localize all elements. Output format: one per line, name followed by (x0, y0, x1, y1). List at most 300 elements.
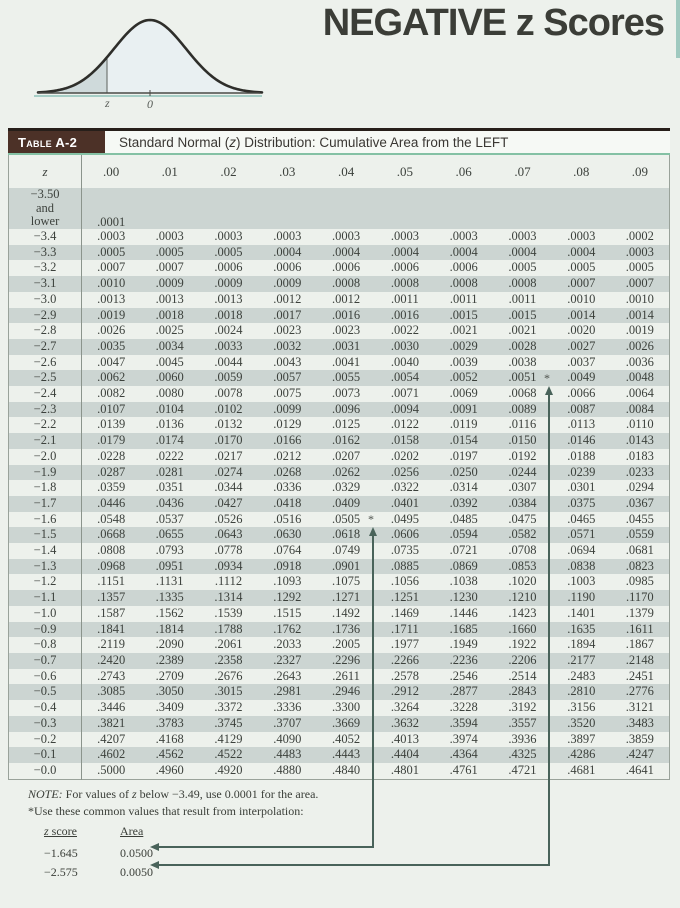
table-row (9, 606, 670, 622)
value-cell: .0013 (97, 291, 126, 306)
value-cell: .4761 (449, 762, 478, 777)
value-cell: .0021 (449, 323, 478, 338)
value-cell: .0401 (390, 495, 419, 510)
value-cell: .0436 (155, 495, 184, 510)
value-cell: .0008 (332, 276, 361, 291)
value-cell: .3228 (449, 700, 478, 715)
table-row (9, 355, 670, 371)
value-cell: .0179 (97, 433, 126, 448)
value-cell: .5000 (97, 762, 126, 777)
value-cell: .0495 (390, 511, 419, 526)
value-cell: .0006 (332, 260, 361, 275)
value-cell: .1469 (390, 605, 419, 620)
table-row (9, 402, 670, 418)
z-cell: −1.6 (9, 512, 82, 528)
table-row (9, 669, 670, 685)
value-cell: .4602 (97, 747, 126, 762)
z-cell: −2.9 (9, 308, 82, 324)
bell-curve (28, 6, 266, 110)
value-cell: .0019 (97, 307, 126, 322)
table-row (9, 292, 670, 308)
z-cell: −2.1 (9, 433, 82, 449)
value-cell: .0038 (508, 354, 537, 369)
value-cell: .0016 (332, 307, 361, 322)
value-cell: .1038 (449, 574, 478, 589)
interpolation-table (44, 822, 180, 881)
table-row (9, 339, 670, 355)
value-cell: .0749 (332, 543, 361, 558)
value-cell: .0003 (332, 229, 361, 243)
value-cell: .1867 (625, 637, 654, 652)
value-cell: .1335 (155, 590, 184, 605)
arrow-vertical-a (372, 535, 374, 848)
z-score-value: −1.645 (44, 845, 78, 860)
value-cell: .0084 (625, 401, 654, 416)
value-cell: .0094 (390, 401, 419, 416)
value-cell: .0793 (155, 543, 184, 558)
value-cell: .1814 (155, 621, 184, 636)
value-cell: .0003 (97, 229, 126, 243)
value-cell: .0005 (625, 260, 654, 275)
score-rest: score (48, 823, 77, 838)
value-cell: .1292 (273, 590, 302, 605)
value-cell: .0192 (508, 448, 537, 463)
value-cell: .0021 (508, 323, 537, 338)
value-cell: .0618 (332, 527, 361, 542)
value-cell: .1251 (390, 590, 419, 605)
table-row (9, 527, 670, 543)
value-cell: .3264 (390, 700, 419, 715)
table-row (9, 323, 670, 339)
value-cell: .0060 (155, 370, 184, 385)
z-label: z (105, 96, 110, 110)
value-cell: .2643 (273, 668, 302, 683)
value-cell: .0139 (97, 417, 126, 432)
value-cell (493, 188, 552, 229)
value-cell: .3372 (214, 700, 243, 715)
under-curve-fill (38, 20, 262, 93)
value-cell: .2743 (97, 668, 126, 683)
value-cell: .0010 (625, 291, 654, 306)
value-cell: .3632 (390, 715, 419, 730)
value-cell: .0003 (273, 229, 302, 243)
value-cell (375, 188, 434, 229)
value-cell: .0034 (155, 338, 184, 353)
value-cell: .4960 (155, 762, 184, 777)
value-cell: .0643 (214, 527, 243, 542)
value-cell: .0735 (390, 543, 419, 558)
value-cell: .0015 (508, 307, 537, 322)
z-cell: −3.2 (9, 260, 82, 276)
value-cell: .0051 (508, 370, 537, 385)
value-cell: .4721 (508, 762, 537, 777)
value-cell: .0003 (567, 229, 596, 243)
value-cell: .0011 (508, 291, 537, 306)
value-cell: .0008 (508, 276, 537, 291)
value-cell: .1131 (155, 574, 184, 589)
value-cell: .3821 (97, 715, 126, 730)
value-cell: .0307 (508, 480, 537, 495)
z-cell: −0.3 (9, 716, 82, 732)
value-cell (552, 188, 611, 229)
value-cell: .0233 (625, 464, 654, 479)
decimal-column-header: .04 (337, 163, 355, 179)
z-cell: −2.6 (9, 355, 82, 371)
value-cell: .0516 (273, 511, 302, 526)
value-cell: .0384 (508, 495, 537, 510)
value-cell: .1539 (214, 605, 243, 620)
value-cell: .3085 (97, 684, 126, 699)
value-cell: .2843 (508, 684, 537, 699)
value-cell: .0026 (97, 323, 126, 338)
value-cell: .3520 (567, 715, 596, 730)
value-cell: .0045 (155, 354, 184, 369)
value-cell: .0778 (214, 543, 243, 558)
value-cell: .4840 (332, 762, 361, 777)
value-cell: .0143 (625, 433, 654, 448)
value-cell: .0162 (332, 433, 361, 448)
value-cell: .0048 (625, 370, 654, 385)
value-cell: .0409 (332, 495, 361, 510)
value-cell: .0287 (97, 464, 126, 479)
table-row (9, 245, 670, 261)
value-cell: .0022 (390, 323, 419, 338)
value-cell: .0066 (567, 386, 596, 401)
value-cell: .0222 (155, 448, 184, 463)
table-row (9, 308, 670, 324)
area-value: 0.0050 (120, 864, 153, 879)
value-cell: .0582 (508, 527, 537, 542)
value-cell: .0314 (449, 480, 478, 495)
value-cell: .0007 (97, 260, 126, 275)
z-cell: −0.9 (9, 622, 82, 638)
value-cell: .0197 (449, 448, 478, 463)
value-cell: .0039 (449, 354, 478, 369)
value-cell: .0073 (332, 386, 361, 401)
value-cell: .2420 (97, 652, 126, 667)
value-cell: .4522 (214, 747, 243, 762)
value-cell: .3557 (508, 715, 537, 730)
page-title: NEGATIVE z Scores (322, 2, 664, 44)
value-cell: .0119 (449, 417, 478, 432)
z-score-value: −2.575 (44, 864, 78, 879)
value-cell: .0023 (332, 323, 361, 338)
value-cell: .2236 (449, 652, 478, 667)
value-cell: .1515 (273, 605, 302, 620)
value-cell: .0838 (567, 558, 596, 573)
value-cell (317, 188, 376, 229)
value-cell (434, 188, 493, 229)
value-cell: .2266 (390, 652, 419, 667)
z-column-header: z (9, 155, 82, 188)
value-cell: .0329 (332, 480, 361, 495)
value-cell: .0026 (625, 338, 654, 353)
value-cell: .0274 (214, 464, 243, 479)
value-cell: .1003 (567, 574, 596, 589)
z-cell: −0.0 (9, 763, 82, 779)
value-cell: .0104 (155, 401, 184, 416)
z-score-header (44, 824, 120, 839)
z-cell: −1.2 (9, 574, 82, 590)
value-cell: .0336 (273, 480, 302, 495)
value-cell: .0006 (449, 260, 478, 275)
table-row (9, 747, 670, 763)
value-cell: .4641 (625, 762, 654, 777)
decimal-column-header: .08 (573, 163, 590, 179)
value-cell: .1841 (97, 621, 126, 636)
z-cell: −0.2 (9, 732, 82, 748)
decimal-column-header: .02 (220, 163, 237, 179)
value-cell: .0548 (97, 511, 126, 526)
value-cell: .1977 (390, 637, 419, 652)
value-cell: .3409 (155, 700, 184, 715)
value-cell: .3669 (332, 715, 361, 730)
table-row-lower (9, 188, 670, 229)
z-cell: −3.1 (9, 276, 82, 292)
z-cell: −1.1 (9, 590, 82, 606)
value-cell: .4013 (390, 731, 419, 746)
value-cell: .0207 (332, 448, 361, 463)
value-cell: .0228 (97, 448, 126, 463)
value-cell: .0427 (214, 495, 243, 510)
value-cell: .0505 (332, 511, 361, 526)
value-cell: .0004 (390, 244, 419, 259)
value-cell: .0014 (567, 307, 596, 322)
table-row (9, 386, 670, 402)
value-cell: .0025 (155, 323, 184, 338)
value-cell: .4880 (273, 762, 302, 777)
value-cell: .0059 (214, 370, 243, 385)
decimal-column-header: .06 (455, 163, 472, 179)
table-row (9, 622, 670, 638)
asterisk-marker-1: * (368, 512, 374, 526)
z-cell: −0.4 (9, 700, 82, 716)
value-cell: .2514 (508, 668, 537, 683)
decimal-column-header: .07 (514, 163, 531, 179)
value-cell: .0146 (567, 433, 596, 448)
value-cell: .0013 (214, 291, 243, 306)
table-row (9, 465, 670, 481)
value-cell: .2946 (332, 684, 361, 699)
value-cell: .0064 (625, 386, 654, 401)
value-cell: .0040 (390, 354, 419, 369)
value-cell: .0091 (449, 401, 478, 416)
table-row (9, 590, 670, 606)
z-cell-line: −3.50 (30, 188, 60, 202)
z-italic: z (44, 823, 49, 838)
value-cell: .0003 (390, 229, 419, 243)
value-cell: .2119 (97, 637, 125, 652)
value-cell: .0110 (626, 417, 654, 432)
z-cell: −0.7 (9, 653, 82, 669)
z-cell: −2.5 (9, 370, 82, 386)
value-cell: .0003 (508, 229, 537, 243)
value-cell: .0024 (214, 323, 243, 338)
value-cell: .0012 (273, 291, 302, 306)
value-cell: .1170 (626, 590, 654, 605)
value-cell: .0007 (567, 276, 596, 291)
value-cell: .1075 (332, 574, 361, 589)
area-value: 0.0500 (120, 845, 153, 860)
note-text-pre: For values of (62, 787, 132, 801)
value-cell: .0009 (214, 276, 243, 291)
value-cell: .2676 (214, 668, 243, 683)
value-cell: .0150 (508, 433, 537, 448)
value-cell: .0032 (273, 338, 302, 353)
value-cell: .3707 (273, 715, 302, 730)
value-cell: .0170 (214, 433, 243, 448)
value-cell: .0465 (567, 511, 596, 526)
table-row (9, 559, 670, 575)
value-cell: .1401 (567, 605, 596, 620)
value-cell: .0351 (155, 480, 184, 495)
value-cell: .1492 (332, 605, 361, 620)
value-cell: .0004 (273, 244, 302, 259)
value-cell: .0559 (625, 527, 654, 542)
value-cell: .3897 (567, 731, 596, 746)
caption-post: ) Distribution: Cumulative Area from the LEFT (236, 134, 509, 150)
value-cell: .0055 (332, 370, 361, 385)
value-cell: .0129 (273, 417, 302, 432)
value-cell: .4168 (155, 731, 184, 746)
value-cell: .0102 (214, 401, 243, 416)
value-cell: .0035 (97, 338, 126, 353)
value-cell: .0005 (214, 244, 243, 259)
z-cell: −2.8 (9, 323, 82, 339)
value-cell: .2877 (449, 684, 478, 699)
value-cell: .3121 (625, 700, 654, 715)
value-cell: .0823 (625, 558, 654, 573)
value-cell: .3783 (155, 715, 184, 730)
value-cell: .1357 (97, 590, 126, 605)
value-cell: .1562 (155, 605, 184, 620)
value-cell: .4562 (155, 747, 184, 762)
value-cell: .0030 (390, 338, 419, 353)
asterisk-marker-2: * (544, 371, 550, 385)
value-cell: .0154 (449, 433, 478, 448)
z-cell: −1.9 (9, 465, 82, 481)
value-cell: .1660 (508, 621, 537, 636)
value-cell: .3336 (273, 700, 302, 715)
z-cell: −0.1 (9, 747, 82, 763)
value-cell: .1894 (567, 637, 596, 652)
z-cell-line: lower (30, 214, 60, 229)
value-cell: .0113 (567, 417, 596, 432)
value-cell: .0036 (625, 354, 654, 369)
value-cell: .0005 (155, 244, 184, 259)
value-cell: .3015 (214, 684, 243, 699)
table-row (9, 433, 670, 449)
value-cell: .0018 (214, 307, 243, 322)
left-tail-shaded-area (38, 57, 107, 93)
value-cell: .0968 (97, 558, 126, 573)
value-cell: .0015 (449, 307, 478, 322)
table-row (9, 543, 670, 559)
note-block (28, 786, 318, 819)
value-cell: .0418 (273, 495, 302, 510)
table-row (9, 229, 670, 245)
value-cell: .0934 (214, 558, 243, 573)
value-cell: .0268 (273, 464, 302, 479)
value-cell: .4325 (508, 747, 537, 762)
value-cell: .0004 (508, 244, 537, 259)
value-cell: .0031 (332, 338, 361, 353)
value-cell: .0132 (214, 417, 243, 432)
value-cell: .0174 (155, 433, 184, 448)
table-row (9, 653, 670, 669)
value-cell: .2981 (273, 684, 302, 699)
value-cell: .3192 (508, 700, 537, 715)
value-cell: .0087 (567, 401, 596, 416)
value-cell: .2912 (390, 684, 419, 699)
value-cell: .2611 (332, 668, 360, 683)
table-row (9, 574, 670, 590)
value-cell: .0006 (273, 260, 302, 275)
value-cell: .4247 (625, 747, 654, 762)
z-cell: −1.5 (9, 527, 82, 543)
value-cell: .3745 (214, 715, 243, 730)
value-cell: .4052 (332, 731, 361, 746)
value-cell: .0001 (97, 214, 126, 229)
value-cell: .0096 (332, 401, 361, 416)
value-cell: .0099 (273, 401, 302, 416)
value-cell: .1446 (449, 605, 478, 620)
z-score-table (8, 155, 670, 780)
z-cell: −0.6 (9, 669, 82, 685)
value-cell: .0885 (390, 558, 419, 573)
value-cell: .0041 (332, 354, 361, 369)
table-titlebar (8, 128, 670, 155)
table-row (9, 716, 670, 732)
value-cell: .0010 (97, 276, 126, 291)
value-cell: .1949 (449, 637, 478, 652)
value-cell: .0869 (449, 558, 478, 573)
value-cell: .2776 (625, 684, 654, 699)
value-cell: .2206 (508, 652, 537, 667)
value-cell: .0078 (214, 386, 243, 401)
value-cell: .1762 (273, 621, 302, 636)
value-cell: .0244 (508, 464, 537, 479)
value-cell: .2090 (155, 637, 184, 652)
value-cell: .3936 (508, 731, 537, 746)
value-cell: .0122 (390, 417, 419, 432)
value-cell: .0003 (214, 229, 243, 243)
z-cell: −1.0 (9, 606, 82, 622)
value-cell: .0012 (332, 291, 361, 306)
value-cell: .0475 (508, 511, 537, 526)
value-cell: .0009 (155, 276, 184, 291)
value-cell: .3594 (449, 715, 478, 730)
value-cell: .1611 (626, 621, 654, 636)
value-cell: .0019 (625, 323, 654, 338)
value-cell: .2296 (332, 652, 361, 667)
value-cell: .4207 (97, 731, 126, 746)
value-cell: .0212 (273, 448, 302, 463)
table-row (9, 700, 670, 716)
value-cell: .3446 (97, 700, 126, 715)
value-cell: .0375 (567, 495, 596, 510)
value-cell: .0018 (155, 307, 184, 322)
value-cell: .1685 (449, 621, 478, 636)
value-cell: .3156 (567, 700, 596, 715)
normal-curve-figure (28, 6, 266, 110)
value-cell: .3483 (625, 715, 654, 730)
value-cell: .2546 (449, 668, 478, 683)
value-cell: .0918 (273, 558, 302, 573)
value-cell: .3050 (155, 684, 184, 699)
value-cell: .1711 (391, 621, 419, 636)
value-cell: .2389 (155, 652, 184, 667)
